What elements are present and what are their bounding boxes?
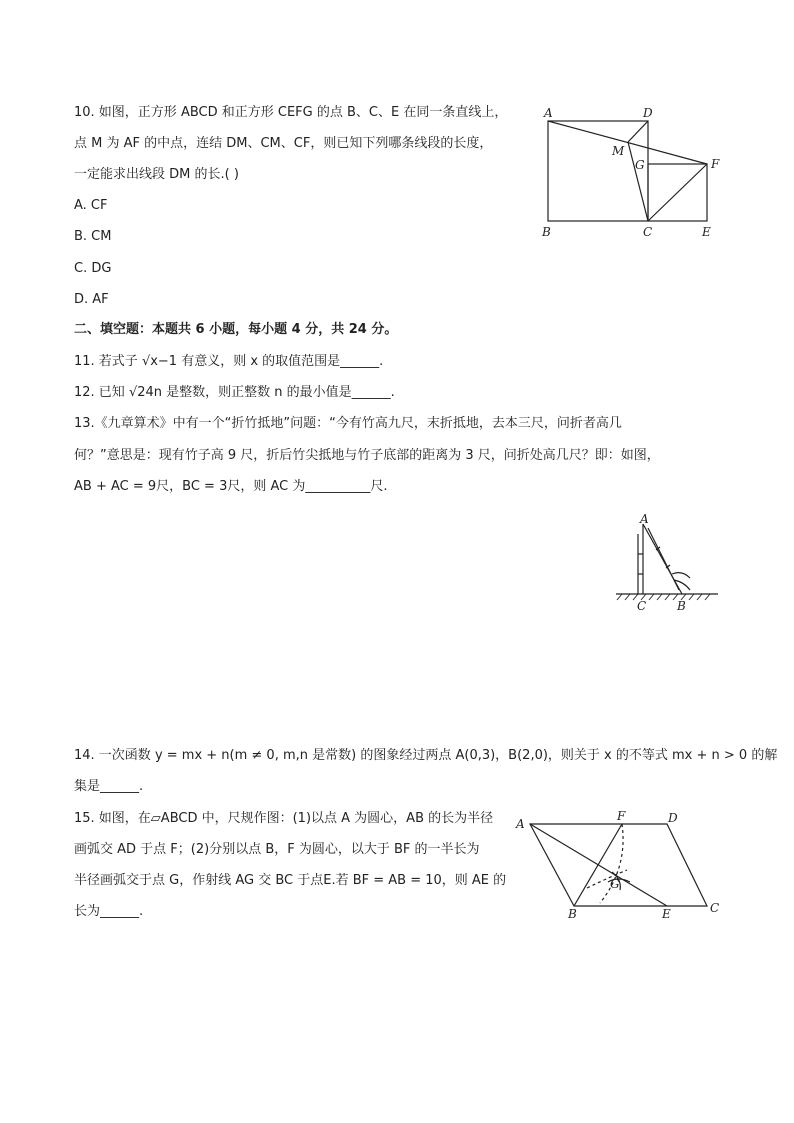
label-g: G [610,877,620,891]
section-2-heading: 二、填空题：本题共 6 小题，每小题 4 分，共 24 分。 [74,322,398,337]
q14-line-1: 14. 一次函数 y = mx + n(m ≠ 0, m,n 是常数) 的图象经过两点 A(0,3)，B(2,0)，则关于 x 的不等式 mx + n > 0 的解 [74,748,778,763]
q15-line-2: 画弧交 AD 于点 F；(2)分别以点 B，F 为圆心，以大于 BF 的一半长为 [74,842,480,857]
q15-line-4: 长为______. [74,904,144,919]
q10-figure [540,105,730,240]
q13-line-3: AB + AC = 9尺，BC = 3尺，则 AC 为__________尺. [74,479,388,494]
label-b: B [542,225,551,239]
ray-ae [530,824,667,906]
label-g: G [635,158,645,172]
segment-dm [628,121,648,142]
q10-option-b: B. CM [74,229,112,244]
q12-text: 12. 已知 √24n 是整数，则正整数 n 的最小值是______. [74,385,395,400]
q10-option-c: C. DG [74,261,112,276]
segment-cf [648,164,707,221]
construction-arc-a [600,824,623,903]
label-d: D [643,106,653,120]
segment-cm [628,142,648,221]
q10-line-1: 10. 如图，正方形 ABCD 和正方形 CEFG 的点 B、C、E 在同一条直线上， [74,105,508,120]
label-c: C [710,901,720,915]
label-c: C [643,225,653,239]
q10-line-3: 一定能求出线段 DM 的长.( ) [74,167,239,182]
q11-text: 11. 若式子 √x−1 有意义，则 x 的取值范围是______. [74,354,384,369]
label-e: E [662,907,671,921]
parallelogram-abcd [530,824,707,906]
label-e: E [702,225,711,239]
label-a: A [544,106,553,120]
label-a: A [640,512,649,526]
ground-hatching [617,594,710,600]
label-b: B [677,599,686,613]
q14-line-2: 集是______. [74,779,144,794]
segment-af [548,121,707,164]
q10-option-d: D. AF [74,292,109,307]
broken-top-inner [648,528,679,590]
label-f: F [617,809,626,823]
label-a: A [516,817,525,831]
leaf [672,573,690,578]
q13-line-2: 何？”意思是：现有竹子高 9 尺，折后竹尖抵地与竹子底部的距离为 3 尺，问折处高几尺？即：如图， [74,448,660,463]
q13-figure [612,512,722,617]
q15-line-3: 半径画弧交于点 G，作射线 AG 交 BC 于点E.若 BF = AB = 10，则 AE 的 [74,873,507,888]
label-b: B [568,907,577,921]
q13-line-1: 13.《九章算术》中有一个“折竹抵地”问题：“今有竹高九尺，末折抵地，去本三尺，问折者高几 [74,416,622,431]
label-f: F [711,157,720,171]
label-d: D [668,811,678,825]
label-c: C [637,599,647,613]
q10-line-2: 点 M 为 AF 的中点，连结 DM、CM、CF，则已知下列哪条线段的长度， [74,136,493,151]
q15-line-1: 15. 如图，在▱ABCD 中，尺规作图：(1)以点 A 为圆心，AB 的长为半径 [74,811,494,826]
q10-option-a: A. CF [74,198,108,213]
label-m: M [612,144,625,158]
q15-figure [512,808,732,921]
